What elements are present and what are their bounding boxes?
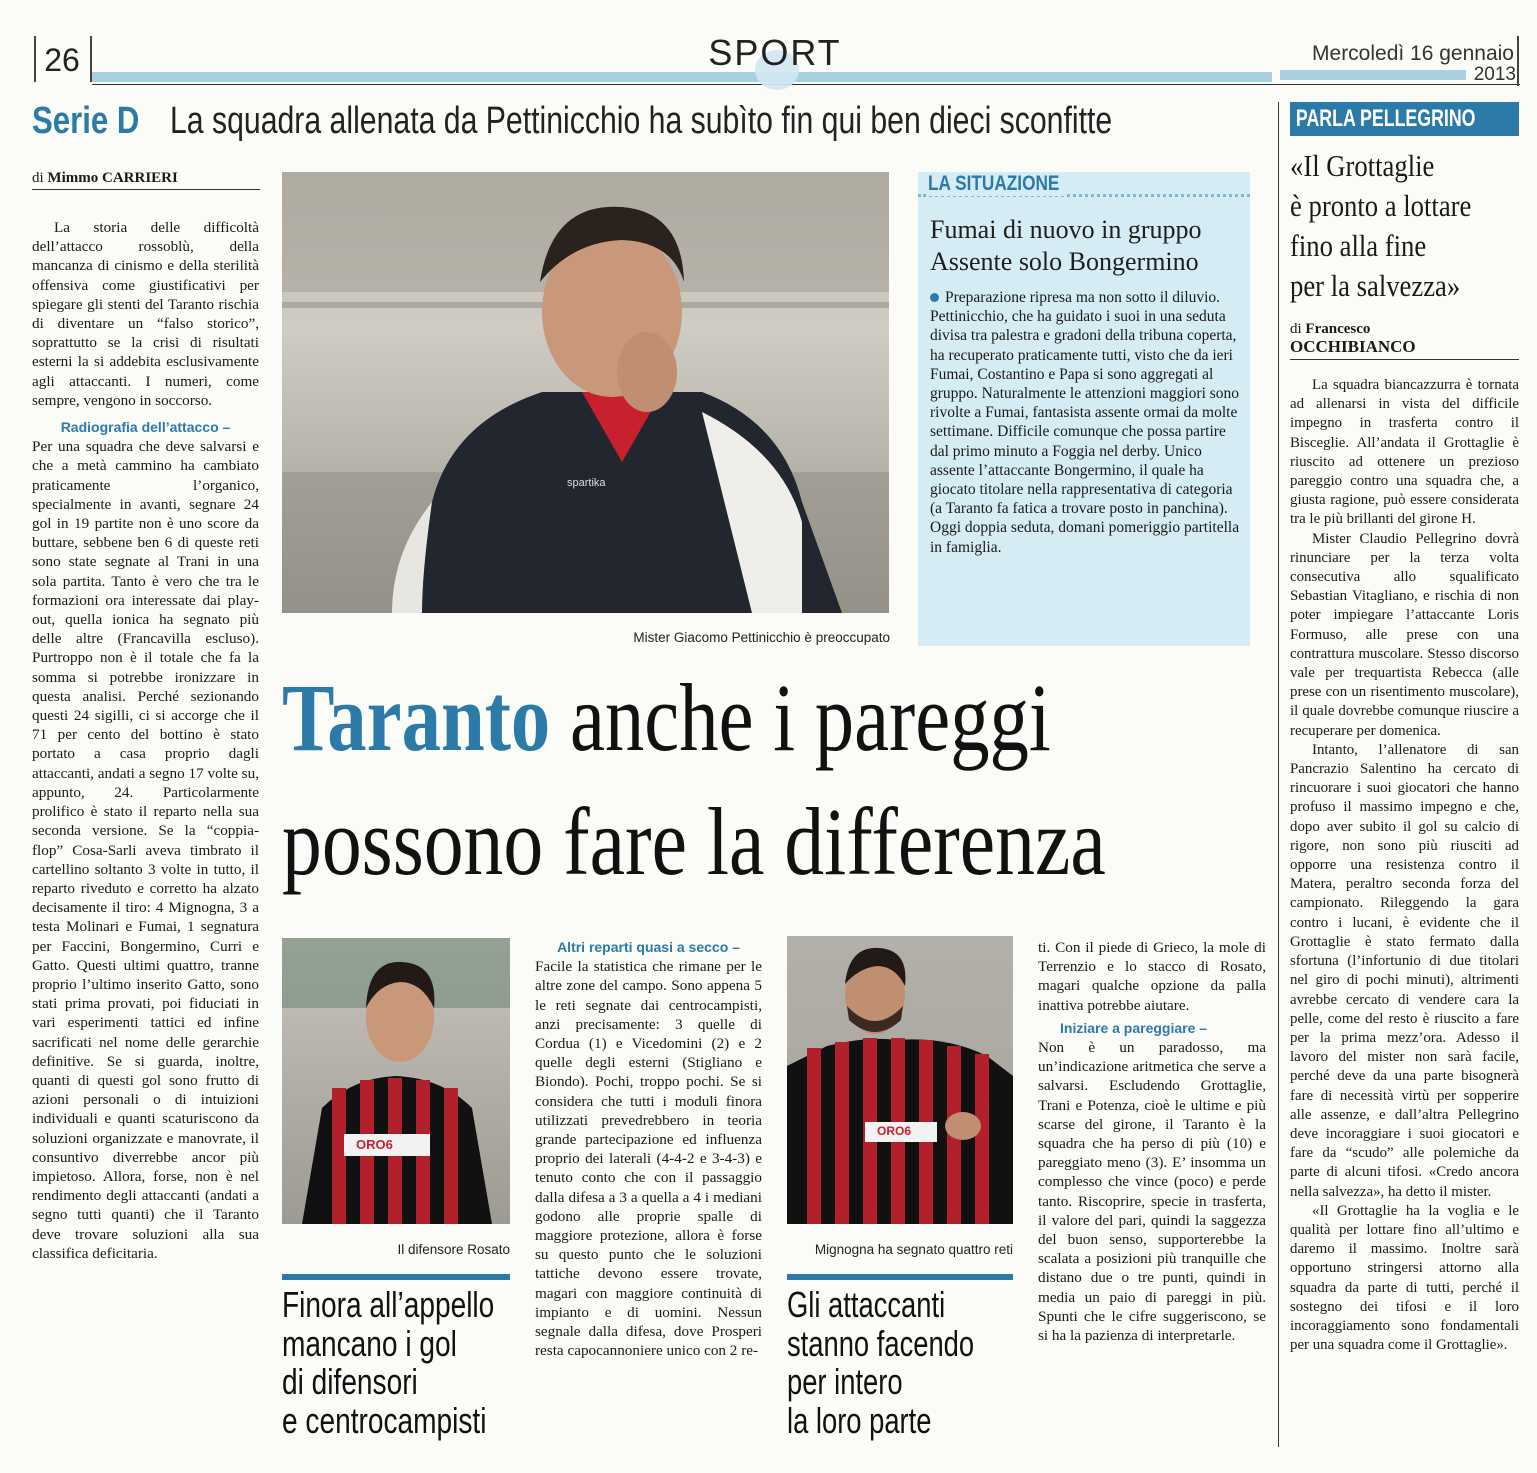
photo-rosato-caption: Il difensore Rosato (397, 1242, 510, 1257)
article-col-1 (32, 218, 259, 1263)
league-label: Serie D (32, 100, 140, 142)
paragraph: La squadra biancazzurra è tornata ad allenarsi in vista del difficile impegno in trasferta contro il Bisceglie. All’andata il Grottaglie è riuscito ad ottenere un prezioso pareggio contro una squadra che, a giusta ragione, può essere considerata tra le più brillanti del girone H. (1290, 377, 1519, 528)
paragraph: Non è un paradosso, ma un’indicazione aritmetica che serve a salvarsi. Escludendo Grottaglie, Trani e Potenza, cioè le ultime e più scarse del girone, il Taranto è la squadra che ha perso di più (10) e pareggiato meno (3). E’ insomma un complesso che vince (poco) e perde tanto. Riscoprire, specie in trasferta, il valore del pari, quindi la saggezza del buon senso, supporterebbe la scalata a posizioni più tranquille che distano due o tre punti, quindi in media un paio di pareggi in più. Spunti che le cifre suggeriscono, se si ha la pazienza di interpretarle. (1038, 1039, 1266, 1345)
paragraph: «Il Grottaglie ha la voglia e le qualità per lottare fino all’ultimo e daremo il massimo. Inoltre sarà opportuno stringersi attorno alla squadra da parte di tutti, perché il sostegno dei tifosi e il loro incoraggiamento sono fondamentali per una squadra come il Grottaglie». (1290, 1202, 1519, 1354)
photo-mignogna (787, 936, 1013, 1224)
byline-main: di Mimmo CARRIERI (32, 170, 260, 190)
sidebar-label: PARLA PELLEGRINO (1295, 105, 1476, 132)
section-title: SPORT (708, 32, 842, 73)
year: 2013 (1473, 64, 1516, 85)
bullet-icon (930, 293, 939, 302)
situazione-label: LA SITUAZIONE (928, 172, 1064, 196)
situazione-body: Preparazione ripresa ma non sotto il diluvio. Pettinicchio, che ha guidato i suoi in una seduta divisa tra palestra e gradoni della tribuna coperta, ha recuperato praticamente tutti, visto che da ieri Fumai, Costantino e Papa si sono aggregati al gruppo. Naturalmente le attenzioni maggiori sono rivolte a Fumai, fantasista assente ormai da molte settimane. Difficile comunque che possa partire dal primo minuto a Foggia nel derby. Unico assente l’attaccante Bongermino, il quale ha giocato titolare nella rappresentativa di categoria (a Taranto fa fatica a trovare posto in panchina). Oggi doppia seduta, domani pomeriggio partitella in famiglia. (930, 289, 1240, 556)
sidebar-label-box (1290, 102, 1519, 136)
headline-team: Taranto (282, 664, 551, 771)
subhead-right: Gli attaccanti stanno facendo per intero la loro parte (787, 1284, 975, 1441)
page-number: 26 (44, 42, 80, 78)
subhead-rule-left (282, 1274, 510, 1280)
paragraph: Mister Claudio Pellegrino dovrà rinunciare per la terza volta consecutiva allo squalificato Sebastian Vitagliano, e rischia di non poter impiegare l’attaccante Loris Formuso, alle prese con una contrattura muscolare. Stesso discorso vale per trequartista Rebecca (alle prese con un risentimento muscolare), il quale dovrebbe comunque riuscire a recuperare per domenica. (1290, 530, 1519, 739)
topline-text: La squadra allenata da Pettinicchio ha subìto fin qui ben dieci sconfitte (170, 100, 1113, 142)
header-rule-thin (92, 84, 1520, 85)
sidebar-quote: «Il Grottaglie è pronto a lottare fino alla fine per la salvezza» (1290, 148, 1472, 303)
byline-name: Mimmo CARRIERI (47, 170, 178, 186)
sidebar-body (1290, 376, 1519, 1355)
header-right-rule (1517, 36, 1519, 86)
headline-line-1: anche i pareggi (569, 664, 1051, 771)
photo-illustration (787, 936, 1013, 1224)
paragraph: ti. Con il piede di Grieco, la mole di Terrenzio e lo stacco di Rosato, magari qualche opzione da palla inattiva potrebbe aiutare. (1038, 939, 1266, 1014)
header-rule-left (92, 72, 1272, 82)
kicker: Iniziare a pareggiare – (1060, 1019, 1208, 1036)
page-header (0, 0, 1537, 100)
paragraph: Facile la statistica che rimane per le altre zone del campo. Sono appena 5 le reti segnate dai centrocampisti, anzi precisamente: 3 quelle di Cordua (1) e Vicedomini (2) e 2 quelle degli esterni (Stigliano e Biondo). Pochi, troppo pochi. Se si considera che tutti i moduli finora utilizzati prevedrebbero in teoria grande partecipazione ed influenza proprio dei laterali (4-4-2 e 3-4-3) e tenuto conto che con il passaggio dalla difesa a 3 a quella a 4 i mediani godono alle proprie spalle di maggiore protezione, allora è forse su questo punto che le soluzioni tattiche devono essere trovate, magari con maggiore continuità di impianto e di uomini. Nessun segnale dalla difesa, dove Prosperi resta capocannoniere unico con 2 re- (535, 958, 762, 1360)
subhead-left: Finora all’appello mancano i gol di difensori e centrocampisti (282, 1284, 495, 1441)
date-line: Mercoledì 16 gennaio (1312, 42, 1514, 65)
photo-rosato (282, 938, 510, 1224)
article-col-3 (535, 938, 762, 1360)
jacket-logo: spartika (567, 477, 606, 489)
paragraph: La storia delle difficoltà dell’attacco rossoblù, della mancanza di cinismo e della sterilità offensiva come giustificativi per spiegare gli stenti del Taranto rischia di diventare un “falso storico”, soprattutto se la crisi di risultati esterni la si addebita esclusivamente agli attaccanti. I numeri, come sempre, vengono in soccorso. (32, 219, 259, 409)
sidebar-byline: di Francesco OCCHIBIANCO (1290, 320, 1519, 360)
subhead-rule-right (787, 1274, 1013, 1280)
paragraph: Per una squadra che deve salvarsi e che a metà cammino ha cambiato praticamente l’organico, specialmente in avanti, segnare 24 gol in 19 partite non è uno score da buttare, sebbene ben 6 di queste reti sono state segnate al Trani in una sola partita. Tanto è vero che tra le formazioni ora interessate dai play-out, quella ionica ha segnato più delle altre (Francavilla escluso). Purtroppo non è il totale che fa la somma si potrebbe ironizzare in questa analisi. Perché sezionando questi 24 sigilli, ci si accorge che il 71 per cento del bottino è stato portato a casa proprio dagli attaccanti, andati a segno 17 volte su, appunto, 24. Particolarmente prolifico è stato il reparto nella sua seconda versione. Se la “coppia-flop” Cosa-Sarli aveva timbrato il cartellino soltanto 3 volte in tutto, il reparto riveduto e corretto ha alzato decisamente il tiro: 4 Mignogna, 3 a testa Molinari e Fumai, 1 segnatura per Faccini, Bongermino, Curri e Gatto. Questi ultimi quattro, tranne proprio l’ultimo inserito Gatto, sono stati prima provati, poi fiduciati in vari esperimenti tattici ed infine sacrificati nel nome delle gerarchie definitive. Se si guarda, inoltre, quanti di questi gol sono frutto di azioni personali o di intuizioni individuali e quanti scaturiscono da soluzioni organizzate e manovrate, il consuntivo diverrebbe ancor più impietoso. Allora, forse, non è nel rendimento degli attaccanti (andati a segno tutti quanti) che il Taranto deve trovare soluzioni alla sua classifica deficitaria. (32, 438, 259, 1262)
headline (282, 664, 1282, 895)
photo-illustration (282, 172, 889, 613)
photo-main-caption: Mister Giacomo Pettinicchio è preoccupato (633, 630, 890, 645)
article-col-5 (1038, 938, 1266, 1345)
photo-pettinicchio (282, 172, 889, 613)
shirt-sponsor: ORO6 (877, 1124, 912, 1138)
photo-illustration (282, 938, 510, 1224)
situazione-box (918, 172, 1250, 646)
header-rule-right (1280, 70, 1466, 80)
kicker: Altri reparti quasi a secco – (557, 939, 740, 955)
paragraph: Intanto, l’allenatore di san Pancrazio Salentino ha cercato di rincuorare i suoi giocatori che hanno profuso il massimo impegno e che, dopo aver subito il gol su calcio di rigore, non sono più riusciti ad opporre una resistenza contro il Matera, peraltro seconda forza del campionato. Rileggendo la gara contro i lucani, è evidente che il Grottaglie è stato fermato dalla sfortuna (l’infortunio di due titolari nel giro di pochi minuti), altrimenti avrebbe cercato di vendere cara la pelle, come del resto è riuscito a fare per la prima mezz’ora. Adesso il lavoro del mister non sarà facile, perché deve da una parte bisognerà fare di necessità virtù per sopperire alle assenze, e dall’altra Pellegrino deve incoraggiare i suoi giocatori e fare da “scudo” alle polemiche da parte di alcuni tifosi. «Credo ancora nella salvezza», ha detto il mister. (1290, 741, 1519, 1200)
headline-line-2: possono fare la differenza (282, 788, 1106, 895)
situazione-title: Fumai di nuovo in gruppo Assente solo Bongermino (930, 215, 1202, 276)
kicker: Radiografia dell’attacco – (60, 419, 231, 436)
photo-mignogna-caption: Mignogna ha segnato quattro reti (814, 1242, 1013, 1257)
sidebar (1290, 102, 1519, 1355)
shirt-sponsor: ORO6 (356, 1137, 393, 1152)
